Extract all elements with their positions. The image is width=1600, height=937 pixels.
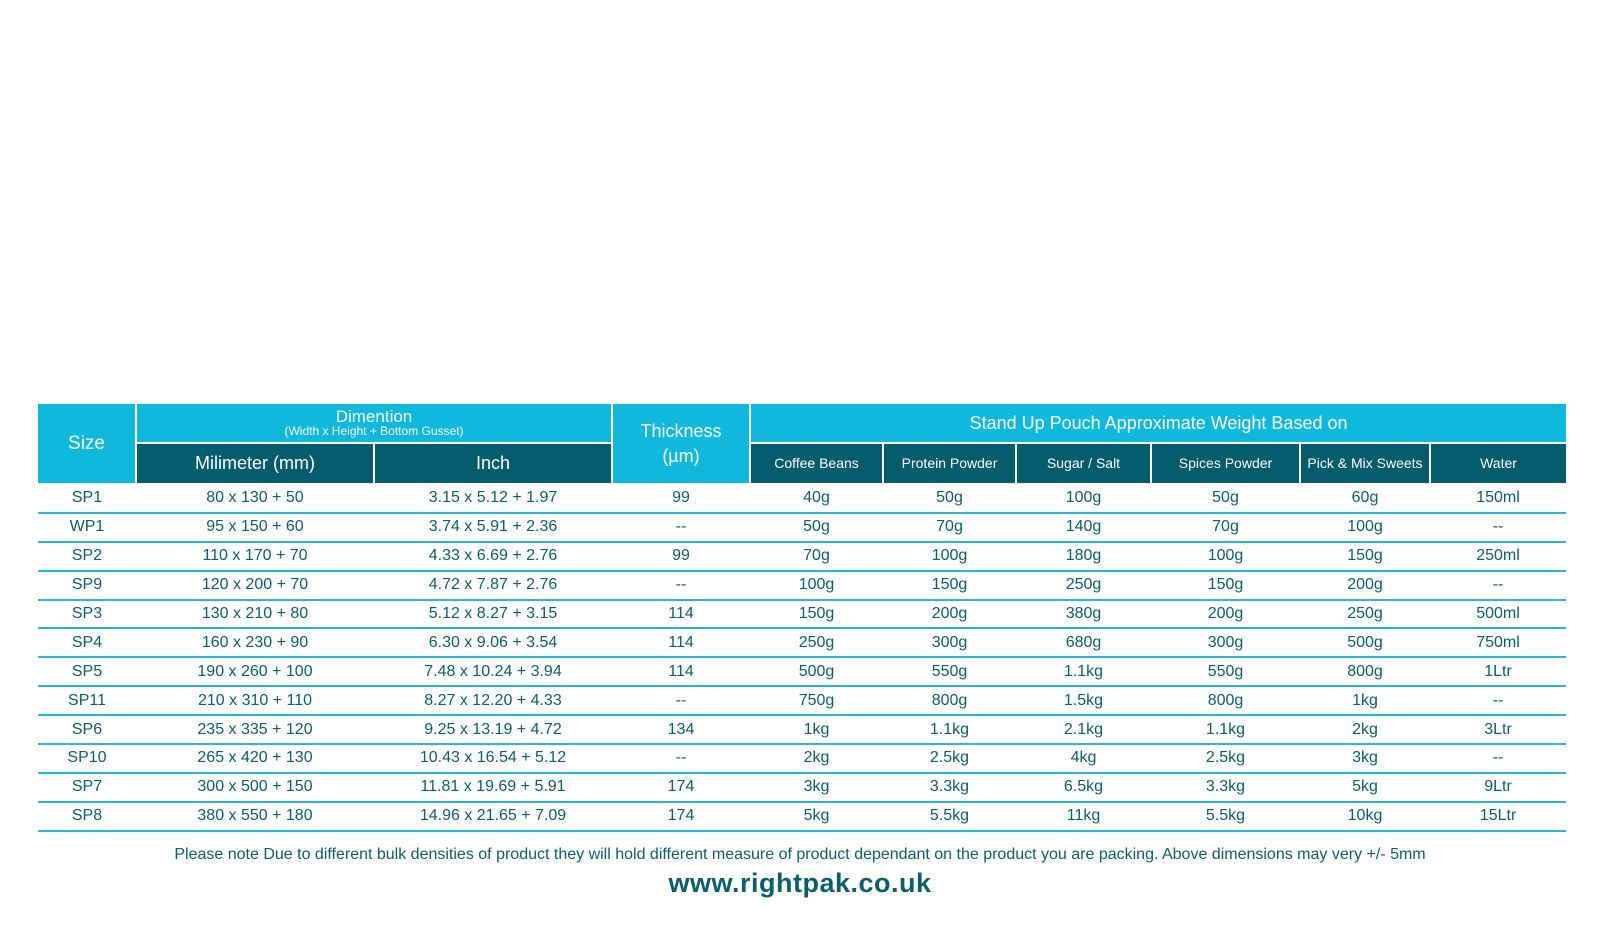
table-header xyxy=(38,404,1566,483)
inch-cell: 14.96 x 21.65 + 7.09 xyxy=(374,802,612,831)
inch-cell: 6.30 x 9.06 + 3.54 xyxy=(374,628,612,657)
thickness-column-header xyxy=(612,404,750,483)
spices-powder-cell: 50g xyxy=(1151,483,1300,513)
disclaimer-note: Please note Due to different bulk densities of product they will hold different measure of product dependant on the product you are packing. Above dimensions may very +/- 5mm xyxy=(174,846,1426,863)
size-column-header: Size xyxy=(38,404,136,483)
coffee-beans-cell: 40g xyxy=(750,483,883,513)
sugar-salt-cell: 100g xyxy=(1016,483,1151,513)
inch-column-header: Inch xyxy=(374,443,612,483)
water-cell: 250ml xyxy=(1430,542,1566,571)
coffee-beans-cell: 2kg xyxy=(750,744,883,773)
protein-powder-cell: 300g xyxy=(883,628,1016,657)
millimeter-cell: 235 x 335 + 120 xyxy=(136,715,374,744)
product-column-header: Water xyxy=(1430,443,1566,483)
millimeter-cell: 80 x 130 + 50 xyxy=(136,483,374,513)
inch-cell: 11.81 x 19.69 + 5.91 xyxy=(374,773,612,802)
coffee-beans-cell: 3kg xyxy=(750,773,883,802)
water-cell: 500ml xyxy=(1430,600,1566,629)
table-body xyxy=(38,483,1566,831)
dimension-title: Dimention xyxy=(335,406,413,426)
thickness-cell: 174 xyxy=(612,773,750,802)
millimeter-cell: 130 x 210 + 80 xyxy=(136,600,374,629)
inch-cell: 3.15 x 5.12 + 1.97 xyxy=(374,483,612,513)
spices-powder-cell: 1.1kg xyxy=(1151,715,1300,744)
size-cell: SP10 xyxy=(38,744,136,773)
size-chart xyxy=(38,404,1566,832)
protein-powder-cell: 5.5kg xyxy=(883,802,1016,831)
table-row xyxy=(38,628,1566,657)
protein-powder-cell: 1.1kg xyxy=(883,715,1016,744)
coffee-beans-cell: 50g xyxy=(750,513,883,542)
water-cell: -- xyxy=(1430,571,1566,600)
size-cell: SP1 xyxy=(38,483,136,513)
weight-group-header: Stand Up Pouch Approximate Weight Based on xyxy=(750,404,1566,443)
protein-powder-cell: 200g xyxy=(883,600,1016,629)
millimeter-cell: 120 x 200 + 70 xyxy=(136,571,374,600)
coffee-beans-cell: 750g xyxy=(750,686,883,715)
sugar-salt-cell: 680g xyxy=(1016,628,1151,657)
inch-cell: 8.27 x 12.20 + 4.33 xyxy=(374,686,612,715)
protein-powder-cell: 70g xyxy=(883,513,1016,542)
thickness-cell: -- xyxy=(612,744,750,773)
spices-powder-cell: 70g xyxy=(1151,513,1300,542)
thickness-cell: 114 xyxy=(612,600,750,629)
coffee-beans-cell: 150g xyxy=(750,600,883,629)
thickness-cell: -- xyxy=(612,571,750,600)
size-cell: SP8 xyxy=(38,802,136,831)
water-cell: -- xyxy=(1430,686,1566,715)
inch-cell: 7.48 x 10.24 + 3.94 xyxy=(374,657,612,686)
inch-cell: 10.43 x 16.54 + 5.12 xyxy=(374,744,612,773)
table-row xyxy=(38,600,1566,629)
millimeter-cell: 300 x 500 + 150 xyxy=(136,773,374,802)
sugar-salt-cell: 4kg xyxy=(1016,744,1151,773)
millimeter-cell: 95 x 150 + 60 xyxy=(136,513,374,542)
millimeter-cell: 190 x 260 + 100 xyxy=(136,657,374,686)
pouch-size-table xyxy=(38,404,1566,832)
spices-powder-cell: 550g xyxy=(1151,657,1300,686)
inch-cell: 4.72 x 7.87 + 2.76 xyxy=(374,571,612,600)
inch-cell: 4.33 x 6.69 + 2.76 xyxy=(374,542,612,571)
protein-powder-cell: 2.5kg xyxy=(883,744,1016,773)
protein-powder-cell: 800g xyxy=(883,686,1016,715)
product-column-header: Sugar / Salt xyxy=(1016,443,1151,483)
product-column-header: Coffee Beans xyxy=(750,443,883,483)
sugar-salt-cell: 2.1kg xyxy=(1016,715,1151,744)
sugar-salt-cell: 6.5kg xyxy=(1016,773,1151,802)
spices-powder-cell: 5.5kg xyxy=(1151,802,1300,831)
millimeter-cell: 265 x 420 + 130 xyxy=(136,744,374,773)
protein-powder-cell: 100g xyxy=(883,542,1016,571)
water-cell: 3Ltr xyxy=(1430,715,1566,744)
table-row xyxy=(38,802,1566,831)
size-cell: SP4 xyxy=(38,628,136,657)
pick-mix-sweets-cell: 100g xyxy=(1300,513,1430,542)
pick-mix-sweets-cell: 10kg xyxy=(1300,802,1430,831)
inch-cell: 5.12 x 8.27 + 3.15 xyxy=(374,600,612,629)
thickness-unit: (µm) xyxy=(662,445,700,466)
sugar-salt-cell: 380g xyxy=(1016,600,1151,629)
coffee-beans-cell: 5kg xyxy=(750,802,883,831)
water-cell: 150ml xyxy=(1430,483,1566,513)
pick-mix-sweets-cell: 800g xyxy=(1300,657,1430,686)
sugar-salt-cell: 250g xyxy=(1016,571,1151,600)
table-row xyxy=(38,483,1566,513)
pick-mix-sweets-cell: 200g xyxy=(1300,571,1430,600)
pick-mix-sweets-cell: 2kg xyxy=(1300,715,1430,744)
website-url: www.rightpak.co.uk xyxy=(668,868,932,898)
sugar-salt-cell: 1.5kg xyxy=(1016,686,1151,715)
pick-mix-sweets-cell: 5kg xyxy=(1300,773,1430,802)
size-cell: SP7 xyxy=(38,773,136,802)
sugar-salt-cell: 1.1kg xyxy=(1016,657,1151,686)
table-row xyxy=(38,657,1566,686)
inch-cell: 9.25 x 13.19 + 4.72 xyxy=(374,715,612,744)
water-cell: -- xyxy=(1430,513,1566,542)
sugar-salt-cell: 11kg xyxy=(1016,802,1151,831)
thickness-cell: -- xyxy=(612,686,750,715)
spices-powder-cell: 300g xyxy=(1151,628,1300,657)
pick-mix-sweets-cell: 3kg xyxy=(1300,744,1430,773)
pick-mix-sweets-cell: 500g xyxy=(1300,628,1430,657)
thickness-cell: 99 xyxy=(612,483,750,513)
coffee-beans-cell: 500g xyxy=(750,657,883,686)
coffee-beans-cell: 1kg xyxy=(750,715,883,744)
coffee-beans-cell: 70g xyxy=(750,542,883,571)
thickness-cell: -- xyxy=(612,513,750,542)
pick-mix-sweets-cell: 250g xyxy=(1300,600,1430,629)
product-column-header: Pick & Mix Sweets xyxy=(1300,443,1430,483)
millimeter-cell: 160 x 230 + 90 xyxy=(136,628,374,657)
size-cell: SP9 xyxy=(38,571,136,600)
thickness-cell: 114 xyxy=(612,657,750,686)
size-cell: WP1 xyxy=(38,513,136,542)
table-row xyxy=(38,744,1566,773)
table-row xyxy=(38,513,1566,542)
spices-powder-cell: 100g xyxy=(1151,542,1300,571)
protein-powder-cell: 150g xyxy=(883,571,1016,600)
water-cell: 1Ltr xyxy=(1430,657,1566,686)
table-row xyxy=(38,542,1566,571)
thickness-cell: 114 xyxy=(612,628,750,657)
pick-mix-sweets-cell: 150g xyxy=(1300,542,1430,571)
millimeter-cell: 210 x 310 + 110 xyxy=(136,686,374,715)
thickness-label: Thickness xyxy=(640,420,722,441)
sugar-salt-cell: 180g xyxy=(1016,542,1151,571)
millimeter-cell: 110 x 170 + 70 xyxy=(136,542,374,571)
protein-powder-cell: 550g xyxy=(883,657,1016,686)
spices-powder-cell: 3.3kg xyxy=(1151,773,1300,802)
thickness-cell: 99 xyxy=(612,542,750,571)
water-cell: 750ml xyxy=(1430,628,1566,657)
size-cell: SP11 xyxy=(38,686,136,715)
dimension-subtitle: (Width x Height + Bottom Gusset) xyxy=(284,423,464,438)
spices-powder-cell: 800g xyxy=(1151,686,1300,715)
size-cell: SP3 xyxy=(38,600,136,629)
table-row xyxy=(38,571,1566,600)
protein-powder-cell: 3.3kg xyxy=(883,773,1016,802)
product-column-header: Protein Powder xyxy=(883,443,1016,483)
table-row xyxy=(38,773,1566,802)
pick-mix-sweets-cell: 60g xyxy=(1300,483,1430,513)
millimeter-column-header: Milimeter (mm) xyxy=(136,443,374,483)
size-cell: SP6 xyxy=(38,715,136,744)
spices-powder-cell: 2.5kg xyxy=(1151,744,1300,773)
product-column-header: Spices Powder xyxy=(1151,443,1300,483)
table-row xyxy=(38,715,1566,744)
size-cell: SP2 xyxy=(38,542,136,571)
millimeter-cell: 380 x 550 + 180 xyxy=(136,802,374,831)
coffee-beans-cell: 100g xyxy=(750,571,883,600)
thickness-cell: 174 xyxy=(612,802,750,831)
sugar-salt-cell: 140g xyxy=(1016,513,1151,542)
spices-powder-cell: 200g xyxy=(1151,600,1300,629)
protein-powder-cell: 50g xyxy=(883,483,1016,513)
water-cell: -- xyxy=(1430,744,1566,773)
water-cell: 15Ltr xyxy=(1430,802,1566,831)
thickness-cell: 134 xyxy=(612,715,750,744)
water-cell: 9Ltr xyxy=(1430,773,1566,802)
coffee-beans-cell: 250g xyxy=(750,628,883,657)
dimension-group-header xyxy=(136,404,612,443)
size-cell: SP5 xyxy=(38,657,136,686)
spices-powder-cell: 150g xyxy=(1151,571,1300,600)
pick-mix-sweets-cell: 1kg xyxy=(1300,686,1430,715)
inch-cell: 3.74 x 5.91 + 2.36 xyxy=(374,513,612,542)
table-row xyxy=(38,686,1566,715)
